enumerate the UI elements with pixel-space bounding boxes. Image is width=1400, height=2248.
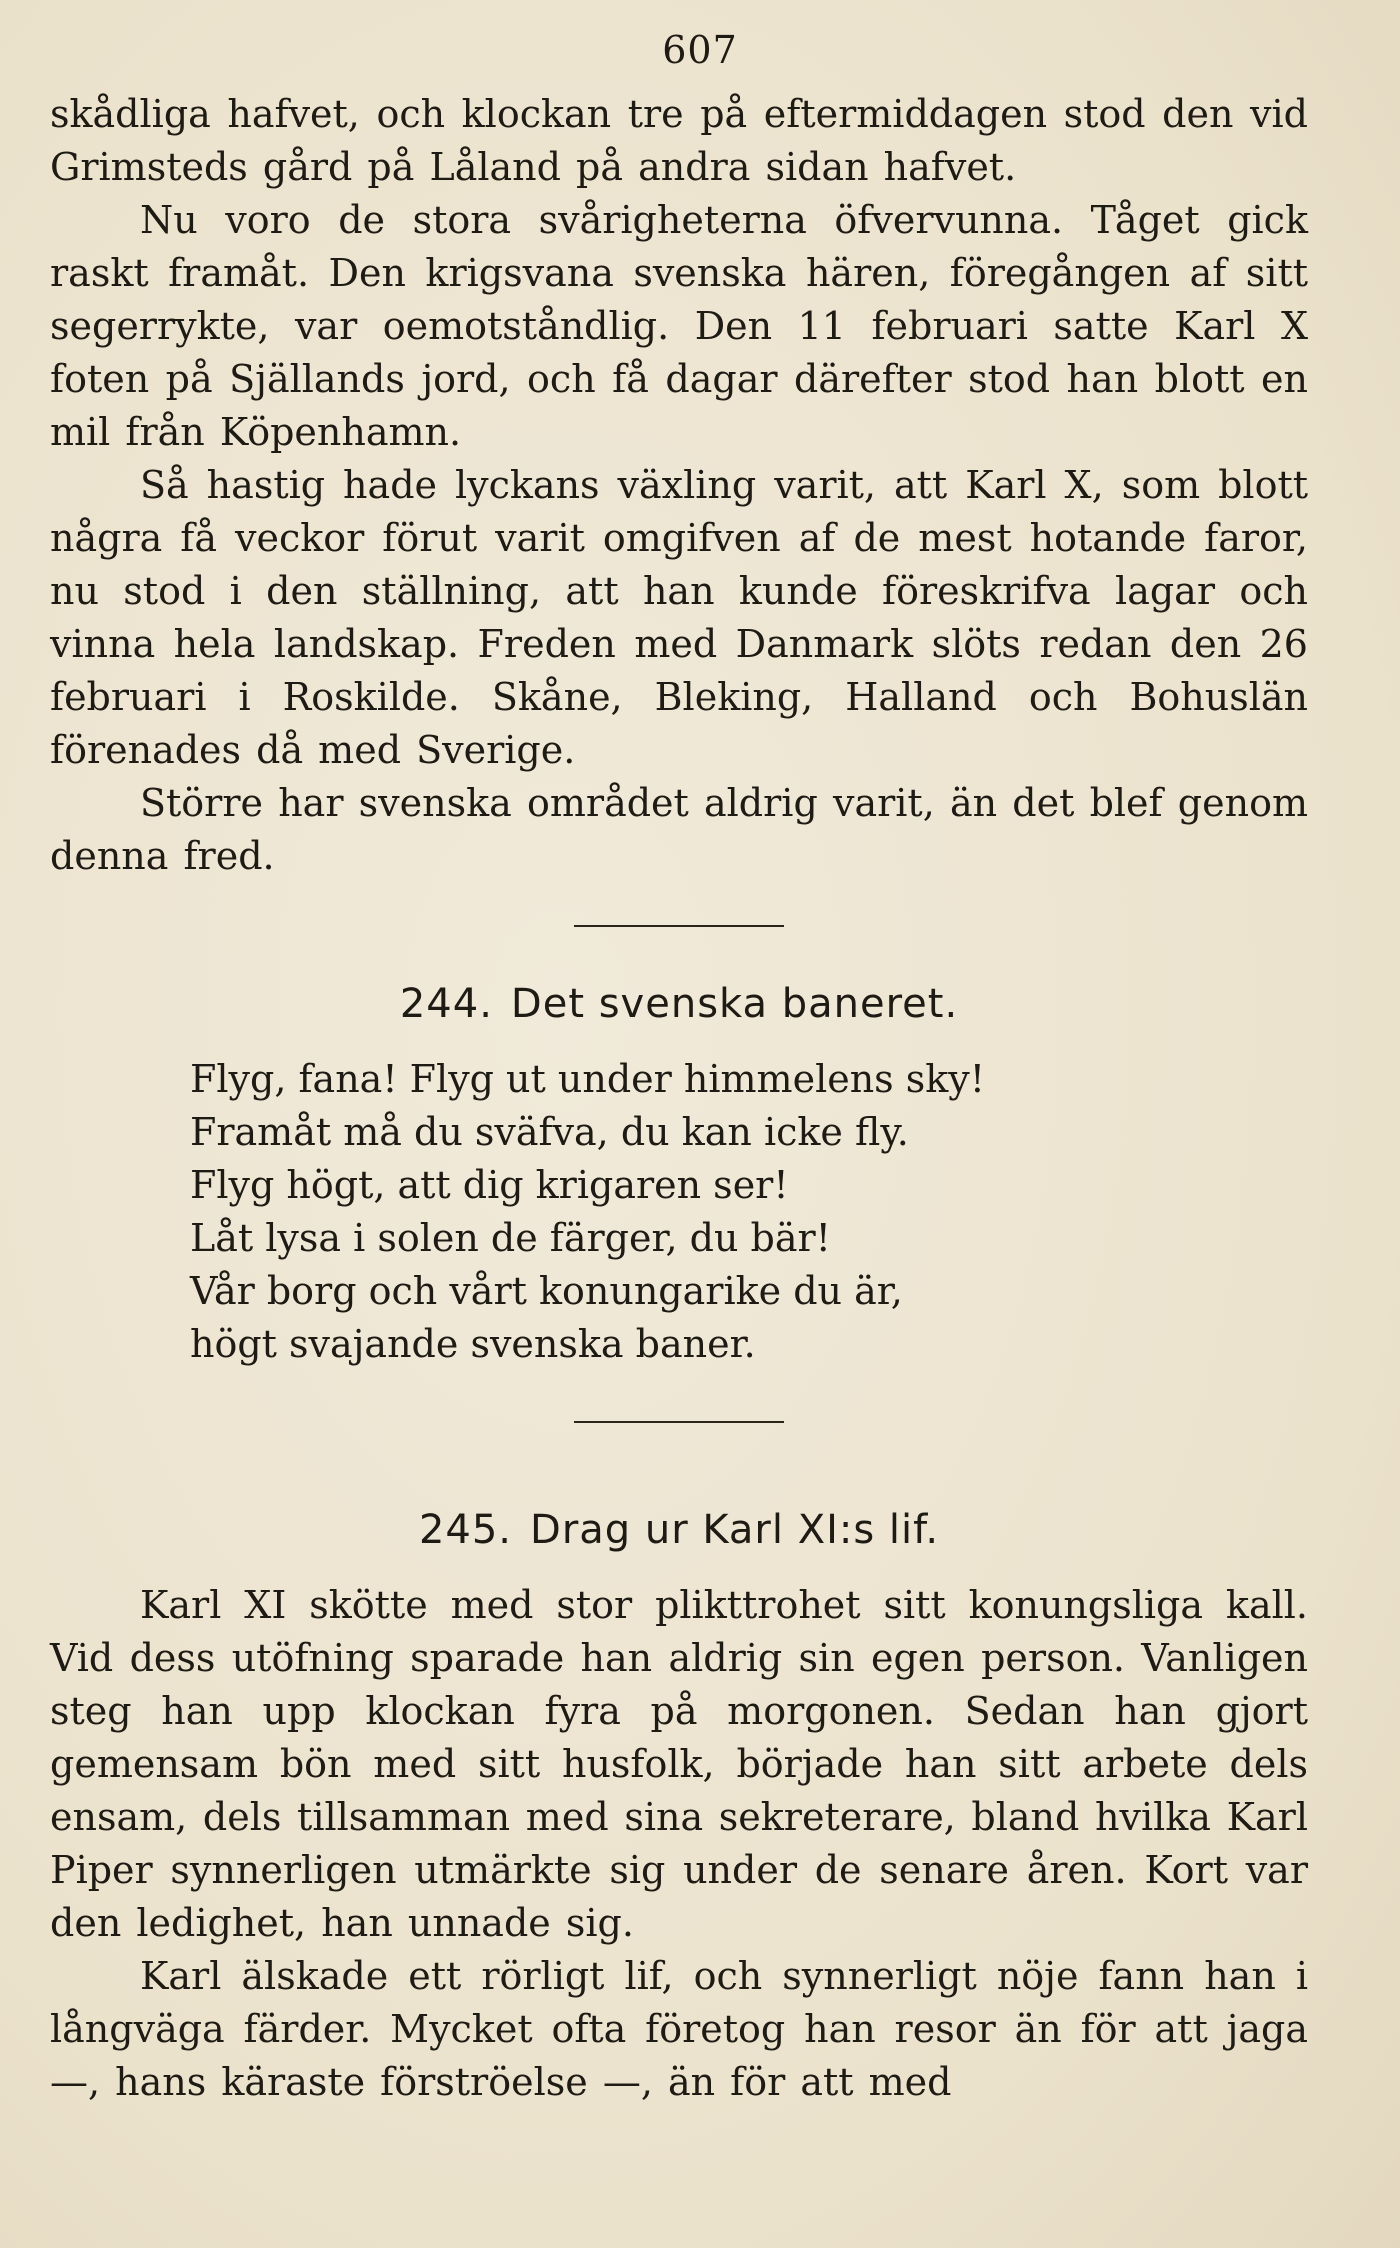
poem-line: högt svajande svenska baner. — [190, 1322, 756, 1366]
paragraph: Karl älskade ett rörligt lif, och synnerligt nöje fann han i långväga färder. Mycket ofta företog han resor än för att jaga —, hans käraste förströelse —, än för att med — [50, 1954, 1308, 2104]
section-heading-245 — [50, 1507, 1308, 1553]
poem-line: Flyg, fana! Flyg ut under himmelens sky! — [190, 1057, 986, 1101]
section-title: Drag ur Karl XI:s lif. — [530, 1507, 940, 1553]
section-divider — [574, 925, 784, 927]
paragraph: Karl XI skötte med stor plikttrohet sitt konungsliga kall. Vid dess utöfning sparade han aldrig sin egen person. Vanligen steg han upp klockan fyra på morgonen. Sedan han gjort gemensam bön med sitt husfolk, började han sitt arbete dels ensam, dels tillsamman med sina sekreterare, bland hvilka Karl Piper synnerligen utmärkte sig under de senare åren. Kort var den ledighet, han unnade sig. — [50, 1583, 1308, 1945]
section-divider — [574, 1421, 784, 1423]
section-title: Det svenska baneret. — [510, 981, 959, 1027]
intro-text — [50, 88, 1308, 883]
paragraph: Nu voro de stora svårigheterna öfvervunna. Tåget gick raskt framåt. Den krigsvana svenska hären, föregången af sitt segerrykte, var oemotståndlig. Den 11 februari satte Karl X foten på Själlands jord, och få dagar därefter stod han blott en mil från Köpenhamn. — [50, 198, 1308, 454]
paragraph: Så hastig hade lyckans växling varit, att Karl X, som blott några få veckor förut varit omgifven af de mest hotande faror, nu stod i den ställning, att han kunde föreskrifva lagar och vinna hela landskap. Freden med Danmark slöts redan den 26 februari i Roskilde. Skåne, Bleking, Halland och Bohuslän förenades då med Sverige. — [50, 463, 1308, 772]
poem-line: Flyg högt, att dig krigaren ser! — [190, 1163, 789, 1207]
paragraph: skådliga hafvet, och klockan tre på eftermiddagen stod den vid Grimsteds gård på Låland på andra sidan hafvet. — [50, 92, 1308, 189]
page-content — [50, 88, 1308, 2109]
poem-line: Låt lysa i solen de färger, du bär! — [190, 1216, 831, 1260]
section-heading-244 — [50, 981, 1308, 1027]
poem-line: Framåt må du sväfva, du kan icke fly. — [190, 1110, 909, 1154]
paragraph: Större har svenska området aldrig varit, än det blef genom denna fred. — [50, 781, 1308, 878]
section-245-text — [50, 1579, 1308, 2109]
poem-line: Vår borg och vårt konungarike du är, — [190, 1269, 903, 1313]
poem — [190, 1053, 1308, 1371]
section-number: 244. — [399, 981, 493, 1027]
section-number: 245. — [418, 1507, 513, 1553]
page-number: 607 — [662, 28, 738, 72]
